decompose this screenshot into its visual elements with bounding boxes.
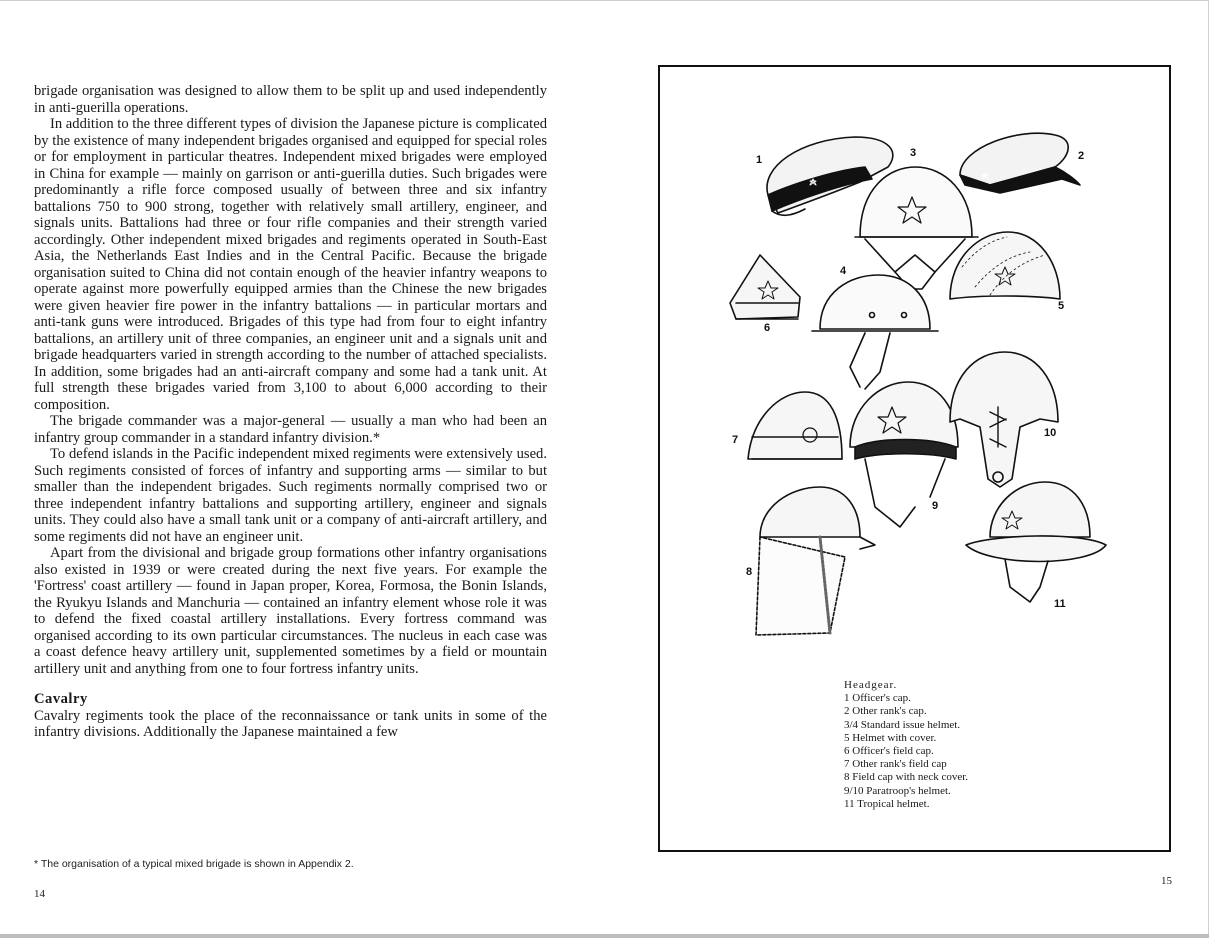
caption-title: Headgear. bbox=[844, 679, 898, 691]
headgear-plate bbox=[658, 65, 1171, 852]
paragraph: Apart from the divisional and brigade group formations other infantry organisations also existed in 1939 or were created during the next five years. For example the 'Fortress' coast artillery — found in Japan proper, Korea, Formosa, the Bonin Islands, the Ryukyu Islands and Manchuria — contained an infantry element whose role it was to defend the fixed coastal artillery installations. Every fortress command was organised according to its own particular circumstances. The nucleus in each case was a coast defence heavy artillery unit, supplemented sometimes by a field or mountain artillery unit and anything from one to four fortress infantry units. bbox=[34, 545, 547, 677]
caption-item: 11 Tropical helmet. bbox=[844, 797, 930, 810]
caption-item: 1 Officer's cap. bbox=[844, 692, 911, 705]
figure-number-4: 4 bbox=[840, 265, 847, 277]
other-ranks-field-cap-drawing bbox=[748, 392, 842, 459]
page-bottom-edge bbox=[0, 934, 1209, 938]
officers-field-cap-drawing bbox=[730, 255, 800, 319]
paratroop-helmet-9-drawing bbox=[850, 382, 958, 527]
tropical-helmet-drawing bbox=[966, 482, 1106, 602]
figure-number-2: 2 bbox=[1078, 150, 1085, 162]
figure-number-10: 10 bbox=[1044, 427, 1057, 439]
paragraph: In addition to the three different types of division the Japanese picture is complicated by the existence of many independent brigades organised and equipped for special roles or for employment in particular theatres. Independent mixed brigades were employed in China for example — mainly on garrison or anti-guerilla duties. Such brigades were predominantly a rifle force composed usually of between three and six infantry battalions 750 to 900 strong, together with relatively small artillery, engineer, and signals units. Battalions had three or four rifle companies and their strength varied accordingly. Other independent mixed brigades and regiments operated in South-East Asia, the Netherlands East Indies and in the Central Pacific. Because the brigade organisation suited to China did not contain enough of the heavier infantry weapons to operate against more powerfully equipped armies than the Chinese the new brigades were given heavier fire power in the infantry battalions — in particular mortars and anti-tank guns were introduced. Brigades of this type had from four to eight infantry battalions, an artillery unit of three companies, an engineer unit and a signals unit and brigade headquarters varied in strength according to the number of attached specialists. In addition, some brigades had an anti-aircraft company and some had a tank unit. At full strength these brigades varied from 3,100 to about 6,000 according to their composition. bbox=[34, 116, 547, 413]
caption-item: 3/4 Standard issue helmet. bbox=[844, 718, 961, 731]
caption-item: 8 Field cap with neck cover. bbox=[844, 771, 969, 784]
figure-number-3: 3 bbox=[910, 147, 917, 159]
paragraph: The brigade commander was a major-general — usually a man who had been an infantry group commander in a standard infantry division.* bbox=[34, 413, 547, 446]
standard-helmet-4-drawing bbox=[812, 275, 938, 389]
page-number-left: 14 bbox=[34, 888, 45, 900]
figure-number-7: 7 bbox=[732, 434, 739, 446]
figure-number-9: 9 bbox=[932, 500, 939, 512]
figure-number-8: 8 bbox=[746, 566, 753, 578]
caption-item: 6 Officer's field cap. bbox=[844, 745, 934, 758]
figure-number-6: 6 bbox=[764, 322, 771, 334]
page-number-right: 15 bbox=[1161, 875, 1172, 887]
left-page-body bbox=[34, 83, 547, 741]
footnote: * The organisation of a typical mixed brigade is shown in Appendix 2. bbox=[34, 858, 354, 870]
caption-item: 5 Helmet with cover. bbox=[844, 731, 937, 744]
figure-number-11: 11 bbox=[1054, 598, 1066, 610]
section-heading-cavalry: Cavalry bbox=[34, 691, 88, 707]
paragraph: Cavalry regiments took the place of the reconnaissance or tank units in some of the infantry divisions. Additionally the Japanese maintained a few bbox=[34, 707, 547, 740]
figure-caption bbox=[844, 679, 1144, 811]
caption-item: 7 Other rank's field cap bbox=[844, 758, 947, 771]
helmet-with-cover-drawing bbox=[950, 232, 1060, 299]
other-ranks-cap-drawing bbox=[960, 133, 1080, 193]
figure-number-5: 5 bbox=[1058, 300, 1065, 312]
paragraph: brigade organisation was designed to allow them to be split up and used independently in anti-guerilla operations. bbox=[34, 83, 547, 116]
figure-number-1: 1 bbox=[756, 154, 763, 166]
caption-item: 9/10 Paratroop's helmet. bbox=[844, 784, 951, 797]
field-cap-neck-cover-drawing bbox=[756, 487, 875, 635]
page-top-edge bbox=[0, 0, 1209, 1]
paratroop-helmet-10-drawing bbox=[950, 352, 1058, 487]
paragraph: To defend islands in the Pacific independent mixed regiments were extensively used. Such regiments consisted of forces of infantry and supporting arms — similar to but smaller than the independent brigades. Such regiments normally comprised two or three independent infantry battalions and supporting artillery, engineer and signals units. They could also have a small tank unit or a company of anti-aircraft artillery, and some regiments did not have an engineer unit. bbox=[34, 446, 547, 545]
caption-item: 2 Other rank's cap. bbox=[844, 705, 927, 718]
